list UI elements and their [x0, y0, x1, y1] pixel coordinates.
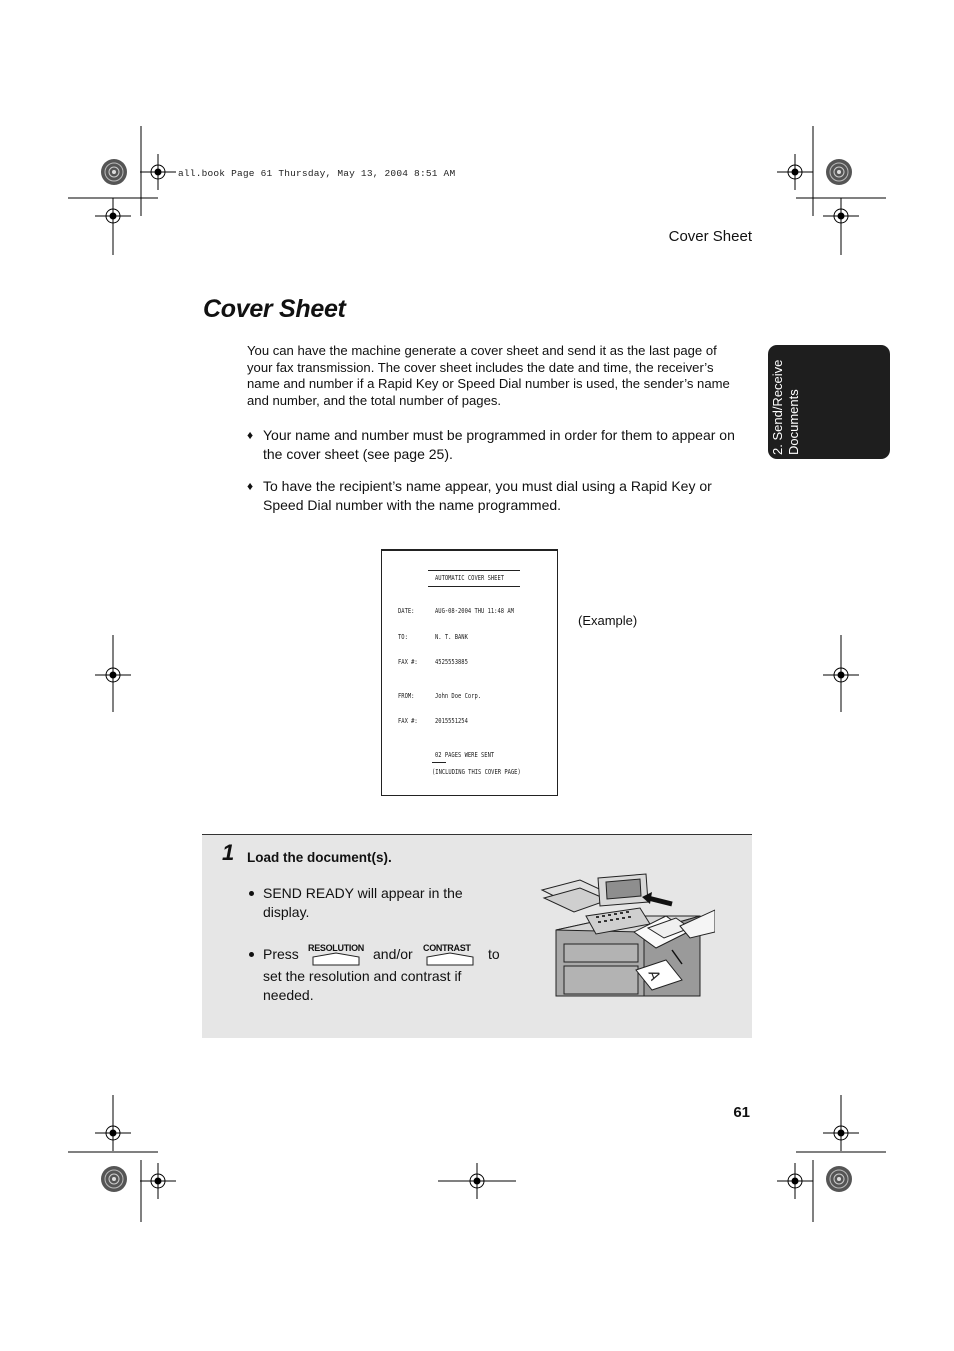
resolution-key-label: RESOLUTION: [308, 943, 365, 953]
svg-text:A: A: [644, 968, 663, 983]
bullet-text: To have the recipient’s name appear, you must dial using a Rapid Key or Speed Dial number with the name programmed.: [263, 478, 712, 513]
step-bullet-text: set the resolution and contrast if needed.: [263, 968, 462, 1003]
chapter-tab-label: 2. Send/Receive Documents: [770, 359, 801, 455]
heading-rule: [428, 570, 520, 571]
pages-sent: 02 PAGES WERE SENT: [435, 751, 495, 759]
step-title: Load the document(s).: [247, 850, 392, 865]
to-fax-value: 4525553885: [435, 658, 468, 666]
bullet-text: Your name and number must be programmed in order for them to appear on the cover sheet (see page 25).: [263, 427, 735, 462]
from-fax-value: 2015551254: [435, 717, 468, 725]
intro-paragraph: You can have the machine generate a cover sheet and send it as the last page of your fax transmission. The cover sheet includes the date and time, the receiver’s name and number if a Rapid Key or Speed Dial number is used, the sender’s name and number, and the total number of pages.: [247, 343, 730, 409]
resolution-key-icon: [312, 952, 360, 966]
to-text: to: [488, 946, 500, 962]
cover-heading: AUTOMATIC COVER SHEET: [435, 574, 505, 582]
press-text: Press: [263, 946, 299, 962]
step-number: 1: [222, 840, 235, 865]
page-number: 61: [733, 1104, 750, 1121]
including-note: (INCLUDING THIS COVER PAGE): [432, 768, 521, 776]
bullet-dot-icon: [249, 891, 254, 896]
step-bullet-text: SEND READY will appear in the display.: [263, 885, 463, 920]
date-value: AUG-08-2004 THU 11:48 AM: [435, 607, 514, 615]
example-caption: (Example): [578, 613, 638, 628]
bullet-dot-icon: [249, 952, 254, 957]
page-title: Cover Sheet: [203, 295, 346, 323]
to-label: TO:: [398, 633, 408, 641]
pages-rule: [432, 762, 446, 763]
diamond-bullet-icon: ♦: [247, 428, 254, 442]
date-label: DATE:: [398, 607, 415, 615]
step-bullet: [247, 945, 507, 1005]
to-fax-label: FAX #:: [398, 658, 418, 666]
contrast-key-icon: [426, 952, 474, 966]
from-value: John Doe Corp.: [435, 692, 482, 700]
file-info-line: all.book Page 61 Thursday, May 13, 2004 8:51 AM: [178, 168, 456, 179]
running-head: Cover Sheet: [668, 228, 752, 245]
fax-machine-illustration: [540, 872, 715, 998]
diamond-bullet-icon: ♦: [247, 479, 254, 493]
to-value: N. T. BANK: [435, 633, 468, 641]
from-label: FROM:: [398, 692, 415, 700]
and-or-text: and/or: [373, 946, 413, 962]
chapter-tab: [768, 345, 890, 459]
heading-rule: [428, 586, 520, 587]
cover-sheet-example: [381, 549, 558, 796]
from-fax-label: FAX #:: [398, 717, 418, 725]
contrast-key-label: CONTRAST: [423, 943, 471, 953]
